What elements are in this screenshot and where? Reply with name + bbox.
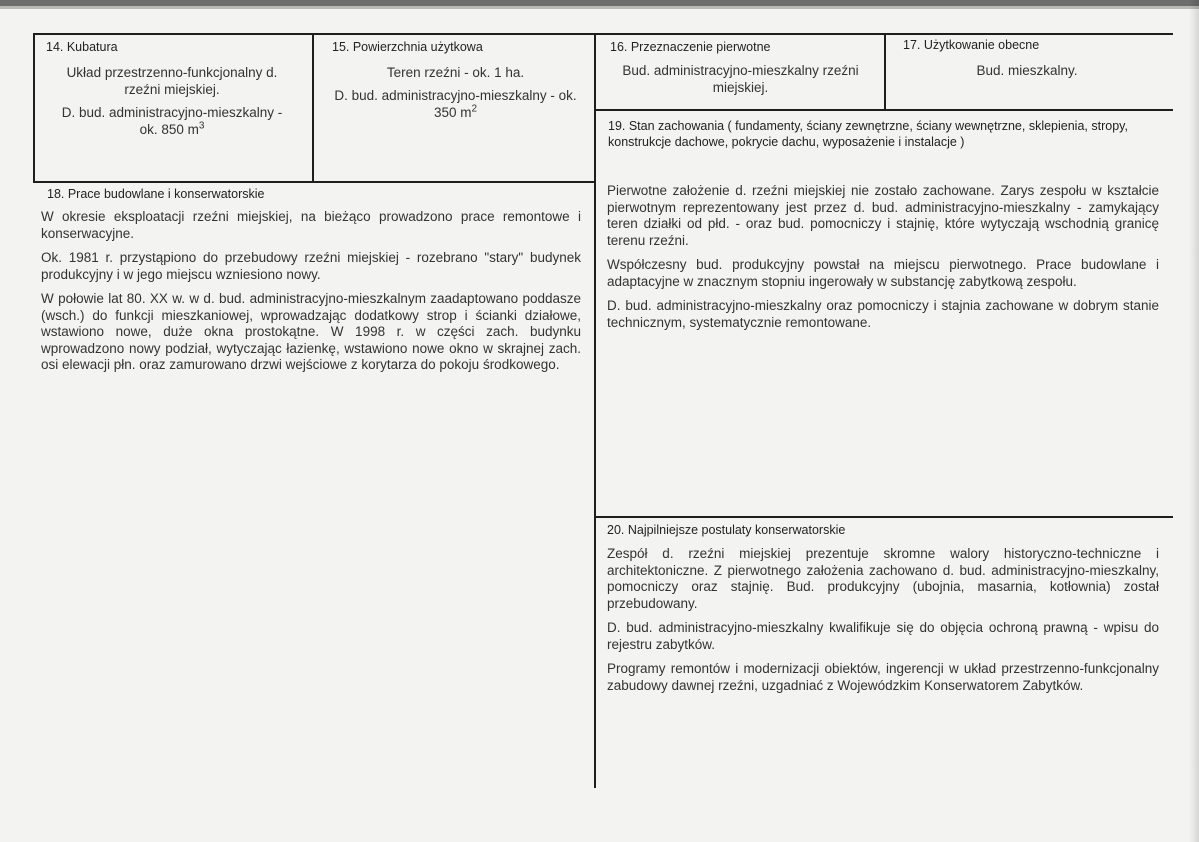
section-18-paragraph-1: W okresie eksploatacji rzeźni miejskiej, na bieżąco prowadzono prace remontowe i konserwacyjne.	[41, 209, 581, 241]
section-19-body	[607, 183, 1159, 339]
section-19-paragraph-3: D. bud. administracyjno-mieszkalny oraz pomocniczy i stajnia zachowane w dobrym stanie technicznym, systematycznie remontowane.	[607, 298, 1159, 330]
section-20-paragraph-3: Programy remontów i modernizacji obiektów, ingerencji w układ przestrzenno-funkcjonalny zabudowy dawnej rzeźni, uzgadniać z Wojewódzkim Konserwatorem Zabytków.	[607, 661, 1159, 693]
section-19-paragraph-1: Pierwotne założenie d. rzeźni miejskiej nie zostało zachowane. Zarys zespołu w kształcie pierwotnym reprezentowany jest przez d. bud. administracyjno-mieszkalny - zamykający teren działki od płd. - oraz bud. pomocniczy i stajnię, które wytyczają wschodnią granicę terenu rzeźni.	[607, 183, 1159, 248]
section-19-heading: 19. Stan zachowania ( fundamenty, ściany zewnętrzne, ściany wewnętrzne, sklepienia, stropy, konstrukcje dachowe, pokrycie dachu, wyposażenie i instalacje )	[608, 119, 1128, 149]
section-15-powierzchnia	[313, 35, 594, 181]
scan-top-edge-shadow	[0, 6, 1199, 9]
section-17-uzytkowanie	[885, 35, 1173, 109]
unit-superscript: 2	[471, 103, 478, 115]
section-17-heading: 17. Użytkowanie obecne	[903, 38, 1040, 52]
section-14-heading: 14. Kubatura	[46, 40, 118, 54]
section-19-stan-zachowania	[595, 110, 1173, 516]
section-20-postulaty	[595, 517, 1173, 787]
section-14-content	[52, 64, 292, 144]
section-16-heading: 16. Przeznaczenie pierwotne	[610, 40, 771, 54]
section-16-content	[613, 62, 868, 102]
section-20-heading: 20. Najpilniejsze postulaty konserwatorskie	[607, 523, 846, 537]
section-19-paragraph-2: Współczesny bud. produkcyjny powstał na miejscu pierwotnego. Prace budowlane i adaptacyjne w znacznym stopniu ingerowały w substancję zabytkową zespołu.	[607, 257, 1159, 289]
section-14-line-2: D. bud. administracyjno-mieszkalny - ok. 850 $m^3$	[61, 105, 283, 137]
section-17-line-1: Bud. mieszkalny.	[976, 63, 1078, 78]
section-14-line-1: Układ przestrzenno-funkcjonalny d. rzeźni miejskiej.	[66, 65, 278, 97]
section-18-prace	[34, 182, 594, 482]
section-18-paragraph-3: W połowie lat 80. XX w. w d. bud. administracyjno-mieszkalnym zaadaptowano poddasze (wsch.) do funkcji mieszkaniowej, wprowadzając dodatkowy strop i ścianki działowe, wstawiono nowe, duże okna prostokątne. W 1998 r. w części zach. budynku wprowadzono nowy podział, wytyczając łazienkę, wstawiono nowe okno w skrajnej zach. osi elewacji płn. oraz zamurowano drzwi wejściowe z korytarza do pokoju środkowego.	[41, 291, 581, 372]
section-20-paragraph-2: D. bud. administracyjno-mieszkalny kwalifikuje się do objęcia ochroną prawną - wpisu do rejestru zabytków.	[607, 620, 1159, 652]
section-20-paragraph-1: Zespół d. rzeźni miejskiej prezentuje skromne walory historyczno-techniczne i architektoniczne. Z pierwotnego założenia zachowano d. bud. administracyjno-mieszkalny, pomocniczy oraz stajnię. Bud. produkcyjny (ubojnia, masarnia, kotłownia) został przebudowany.	[607, 546, 1159, 611]
section-17-content	[903, 62, 1151, 85]
section-16-line-1: Bud. administracyjno-mieszkalny rzeźni miejskiej.	[622, 63, 859, 95]
section-18-heading: 18. Prace budowlane i konserwatorskie	[47, 187, 265, 201]
section-20-body	[607, 546, 1159, 702]
section-18-paragraph-2: Ok. 1981 r. przystąpiono do przebudowy rzeźni miejskiej - rozebrano "stary" budynek produkcyjny i w jego miejscu wzniesiono nowy.	[41, 250, 581, 282]
section-15-heading: 15. Powierzchnia użytkowa	[332, 40, 483, 54]
section-15-line-2: D. bud. administracyjno-mieszkalny - ok. 350 $m^2$	[334, 88, 577, 120]
section-15-content	[333, 64, 578, 127]
unit-superscript: 3	[198, 120, 205, 132]
section-18-body	[41, 209, 581, 382]
section-14-kubatura	[34, 35, 312, 181]
scan-right-edge-shadow	[1189, 0, 1199, 842]
section-16-przeznaczenie	[595, 35, 884, 109]
section-15-line-1: Teren rzeźni - ok. 1 ha.	[386, 65, 525, 80]
